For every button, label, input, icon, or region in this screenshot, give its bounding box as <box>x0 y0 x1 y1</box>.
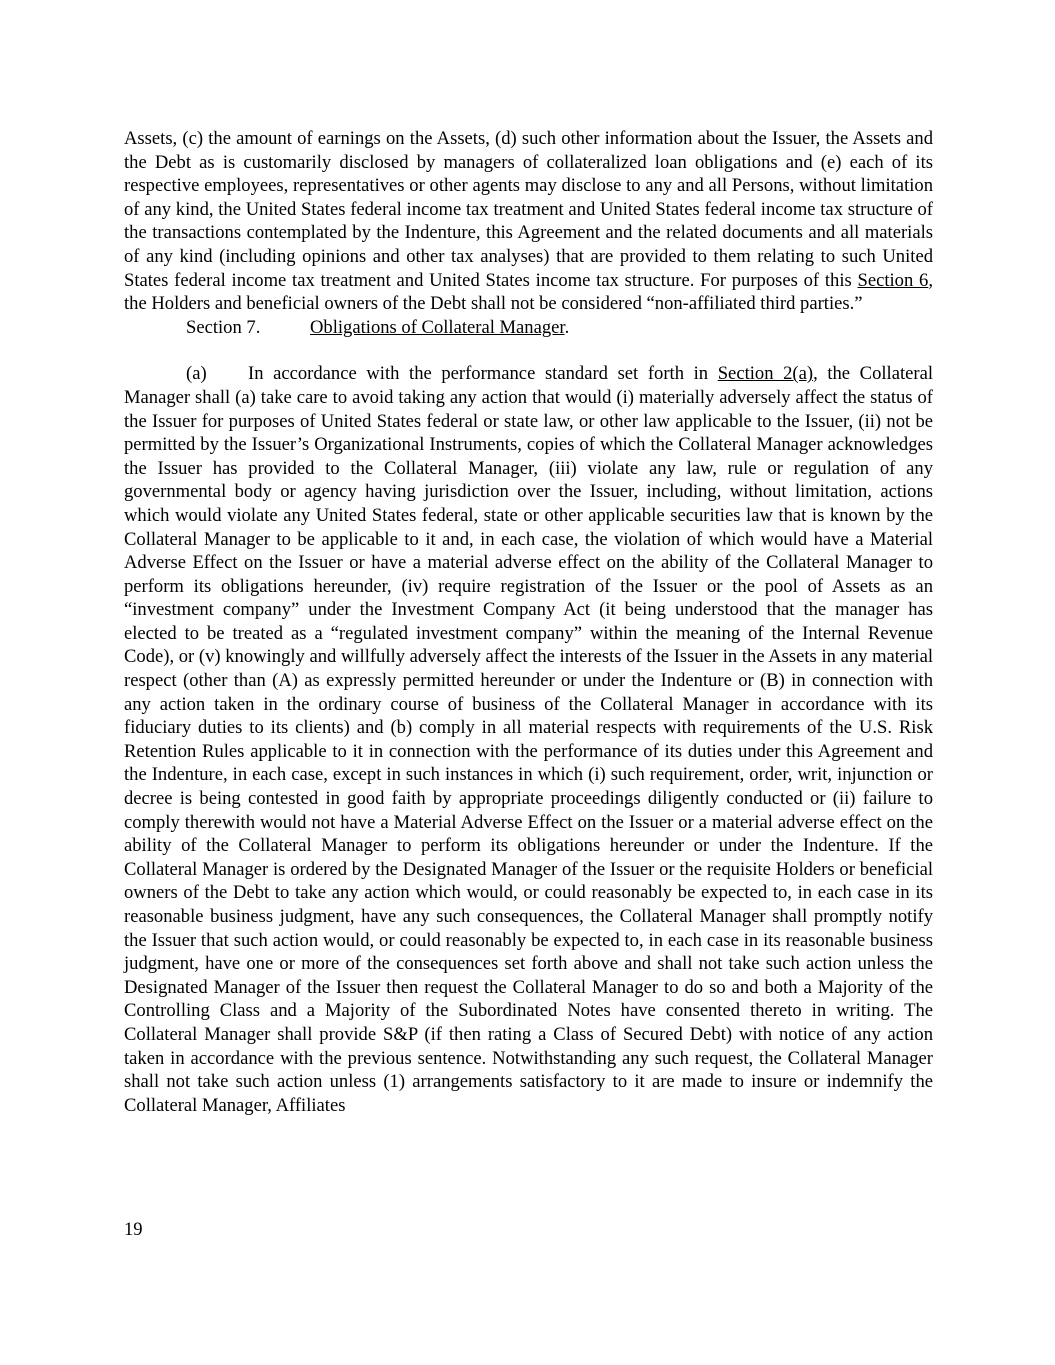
section-title-period: . <box>564 316 570 338</box>
section-number: Section 7. <box>186 316 261 338</box>
document-page <box>124 127 933 1117</box>
section-7-heading <box>124 316 933 340</box>
paragraph-continued <box>124 127 933 316</box>
section-2a-reference: Section 2(a) <box>717 363 814 385</box>
paragraph-text: , the Holders and beneficial owners of the Debt shall not be considered “non-affiliated third parties.” <box>124 269 933 315</box>
page-number: 19 <box>124 1219 143 1240</box>
section-6-reference: Section 6 <box>857 269 929 291</box>
paragraph-text: , the Collateral Manager shall (a) take care to avoid taking any action that would (i) materially adversely affect the status of the Issuer for purposes of United States federal or state law, or other law applicable to the Issuer, (ii) not be permitted by the Issuer’s Organizational Instruments, copies of which the Collateral Manager acknowledges the Issuer has provided to the Collateral Manager, (iii) violate any law, rule or regulation of any governmental body or agency having jurisdiction over the Issuer, including, without limitation, actions which would violate any United States federal, state or other applicable securities law that is known by the Collateral Manager to be applicable to it and, in each case, the violation of which would have a Material Adverse Effect on the Issuer or have a material adverse effect on the ability of the Collateral Manager to perform its obligations hereunder, (iv) require registration of the Issuer or the pool of Assets as an “investment company” under the Investment Company Act (it being understood that the manager has elected to be treated as a “regulated investment company” within the meaning of the Internal Revenue Code), or (v) knowingly and willfully adversely affect the interests of the Issuer in the Assets in any material respect (other than (A) as expressly permitted hereunder or under the Indenture or (B) in connection with any action taken in the ordinary course of business of the Collateral Manager in accordance with its fiduciary duties to its clients) and (b) comply in all material respects with requirements of the U.S. Risk Retention Rules applicable to it in connection with the performance of its duties under this Agreement and the Indenture, in each case, except in such instances in which (i) such requirement, order, writ, injunction or decree is being contested in good faith by appropriate proceedings diligently conducted or (ii) failure to comply therewith would not have a Material Adverse Effect on the Issuer or a material adverse effect on the ability of the Collateral Manager to perform its obligations hereunder or under the Indenture. If the Collateral Manager is ordered by the Designated Manager of the Issuer or the requisite Holders or beneficial owners of the Debt to take any action which would, or could reasonably be expected to, in each case in its reasonable business judgment, have any such consequences, the Collateral Manager shall promptly notify the Issuer that such action would, or could reasonably be expected to, in each case in its reasonable business judgment, have one or more of the consequences set forth above and shall not take such action unless the Designated Manager of the Issuer then request the Collateral Manager to do so and both a Majority of the Controlling Class and a Majority of the Subordinated Notes have consented thereto in writing. The Collateral Manager shall provide S&P (if then rating a Class of Secured Debt) with notice of any action taken in accordance with the previous sentence. Notwithstanding any such request, the Collateral Manager shall not take such action unless (1) arrangements satisfactory to it are made to insure or indemnify the Collateral Manager, Affiliates <box>124 363 933 1116</box>
paragraph-label: (a) <box>186 363 207 385</box>
paragraph-a <box>124 362 933 1117</box>
section-title: Obligations of Collateral Manager <box>310 316 565 338</box>
paragraph-text: In accordance with the performance standard set forth in <box>248 363 718 385</box>
paragraph-text: Assets, (c) the amount of earnings on the Assets, (d) such other information about the Issuer, the Assets and the Debt as is customarily disclosed by managers of collateralized loan obligations and (e) each of its respective employees, representatives or other agents may disclose to any and all Persons, without limitation of any kind, the United States federal income tax treatment and United States federal income tax structure of the transactions contemplated by the Indenture, this Agreement and the related documents and all materials of any kind (including opinions and other tax analyses) that are provided to them relating to such United States federal income tax treatment and United States income tax structure. For purposes of this <box>124 128 933 291</box>
